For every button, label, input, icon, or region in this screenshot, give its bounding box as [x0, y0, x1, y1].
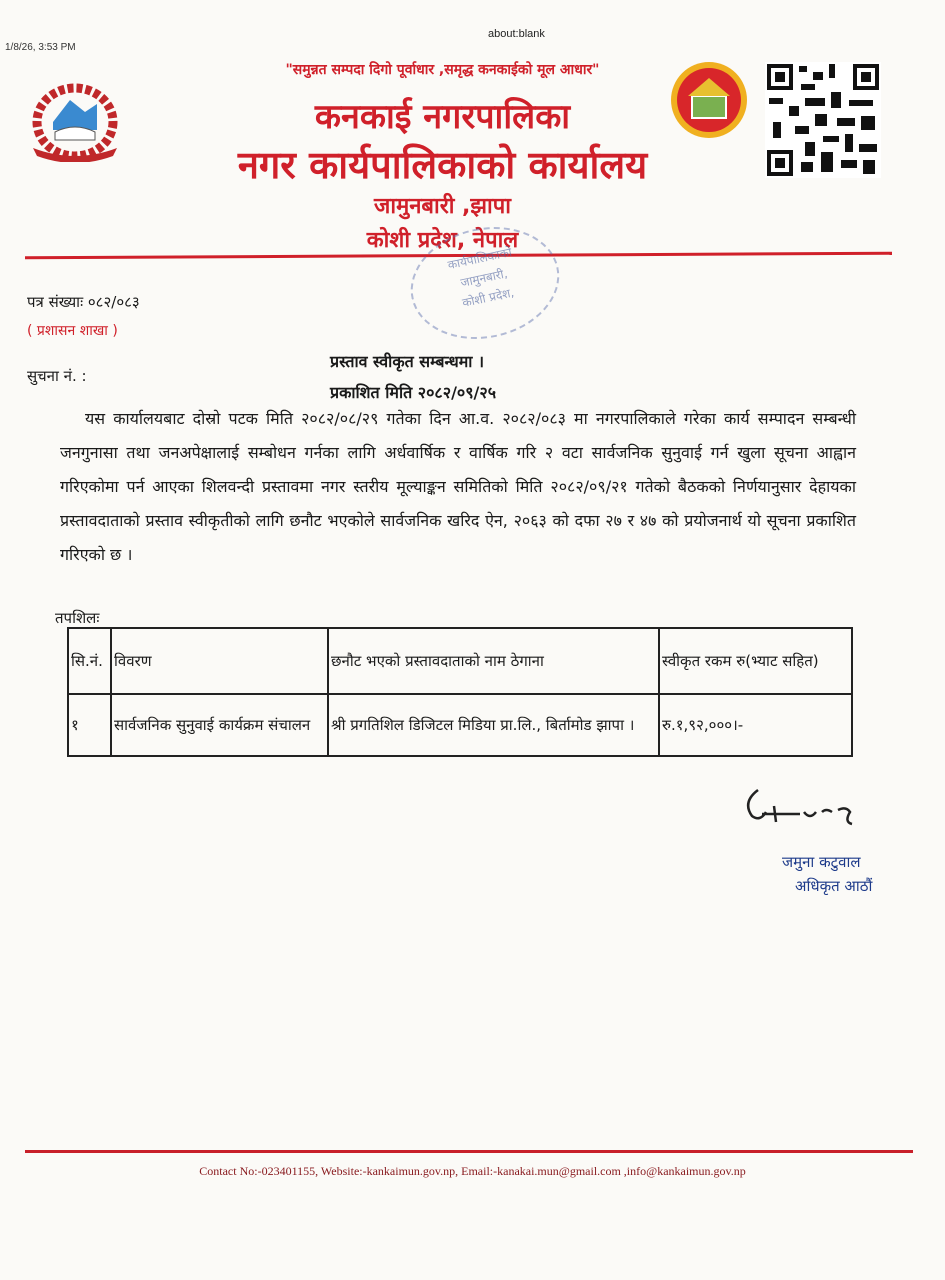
- address-line-2: कोशी प्रदेश, नेपाल: [366, 228, 519, 253]
- address-line-1: जामुनबारी ,झापा: [374, 194, 511, 219]
- signer-title: अधिकृत आठौं: [795, 877, 873, 895]
- municipality-name: कनकाई नगरपालिका: [314, 97, 571, 137]
- page-url: about:blank: [488, 28, 545, 40]
- stamp-line: कार्यपालिकाको: [446, 244, 514, 273]
- cell: श्री प्रगतिशिल डिजिटल मिडिया प्रा.लि., बिर्तामोड झापा ।: [328, 694, 659, 756]
- stamp-line: जामुनबारी,: [459, 266, 509, 290]
- slogan: "समुन्नत सम्पदा दिगो पूर्वाधार ,समृद्ध कनकाईको मूल आधार": [285, 62, 600, 78]
- header-cell: स्वीकृत रकम रु(भ्याट सहित): [659, 628, 852, 694]
- details-table: [67, 627, 853, 757]
- cell: १: [68, 694, 111, 756]
- cell: सार्वजनिक सुनुवाई कार्यक्रम संचालन: [111, 694, 328, 756]
- branch-name: ( प्रशासन शाखा ): [27, 323, 118, 339]
- header-cell: सि.नं.: [68, 628, 111, 694]
- notice-number: सुचना नं. :: [27, 367, 87, 385]
- cell: रु.१,९२,०००।-: [659, 694, 852, 756]
- table-header-row: [68, 628, 852, 694]
- signer-name: जमुना कटुवाल: [782, 853, 861, 871]
- stamp-line: कोशी प्रदेश,: [460, 285, 516, 310]
- footer-contact: Contact No:-023401155, Website:-kankaimun.gov.np, Email:-kanakai.mun@gmail.com ,info@kankaimun.gov.np: [199, 1164, 746, 1178]
- office-name: नगर कार्यपालिकाको कार्यालय: [237, 143, 648, 187]
- details-label: तपशिलः: [55, 609, 100, 627]
- table-row: [68, 694, 852, 756]
- header-cell: विवरण: [111, 628, 328, 694]
- notice-body: यस कार्यालयबाट दोस्रो पटक मिति २०८२/०८/२९ गतेका दिन आ.व. २०८२/०८३ मा नगरपालिकाले गरेका कार्य सम्पादन सम्बन्धी जनगुनासा तथा जनअपेक्षालाई सम्बोधन गर्नका लागि अर्धवार्षिक र वार्षिक गरि २ वटा सार्वजनिक सुनुवाई गर्न खुला सूचना आह्वान गरिएकोमा पर्न आएका शिलवन्दी प्रस्तावमा नगर स्तरीय मूल्याङ्कन समितिको मिति २०८२/०९/२१ गतेको बैठकको निर्णयानुसार देहायका प्रस्तावदाताको प्रस्ताव स्वीकृतीको लागि छनौट भएकोले सार्वजनिक खरिद ऐन, २०६३ को दफा २७ र ४७ को प्रयोजनार्थ यो सूचना प्रकाशित गरिएको छ ।: [60, 409, 856, 564]
- subject: प्रस्ताव स्वीकृत सम्बन्धमा ।: [330, 352, 485, 371]
- qr-code-icon: [765, 62, 881, 178]
- published-date: प्रकाशित मिति २०८२/०९/२५: [330, 383, 497, 402]
- municipality-seal-icon: [668, 56, 750, 142]
- print-timestamp: 1/8/26, 3:53 PM: [5, 42, 76, 53]
- letter-number: पत्र संख्याः ०८२/०८३: [27, 293, 140, 311]
- header-cell: छनौट भएको प्रस्तावदाताको नाम ठेगाना: [328, 628, 659, 694]
- signature: [740, 782, 890, 840]
- signature-icon: [740, 782, 890, 832]
- footer-divider: [25, 1150, 913, 1153]
